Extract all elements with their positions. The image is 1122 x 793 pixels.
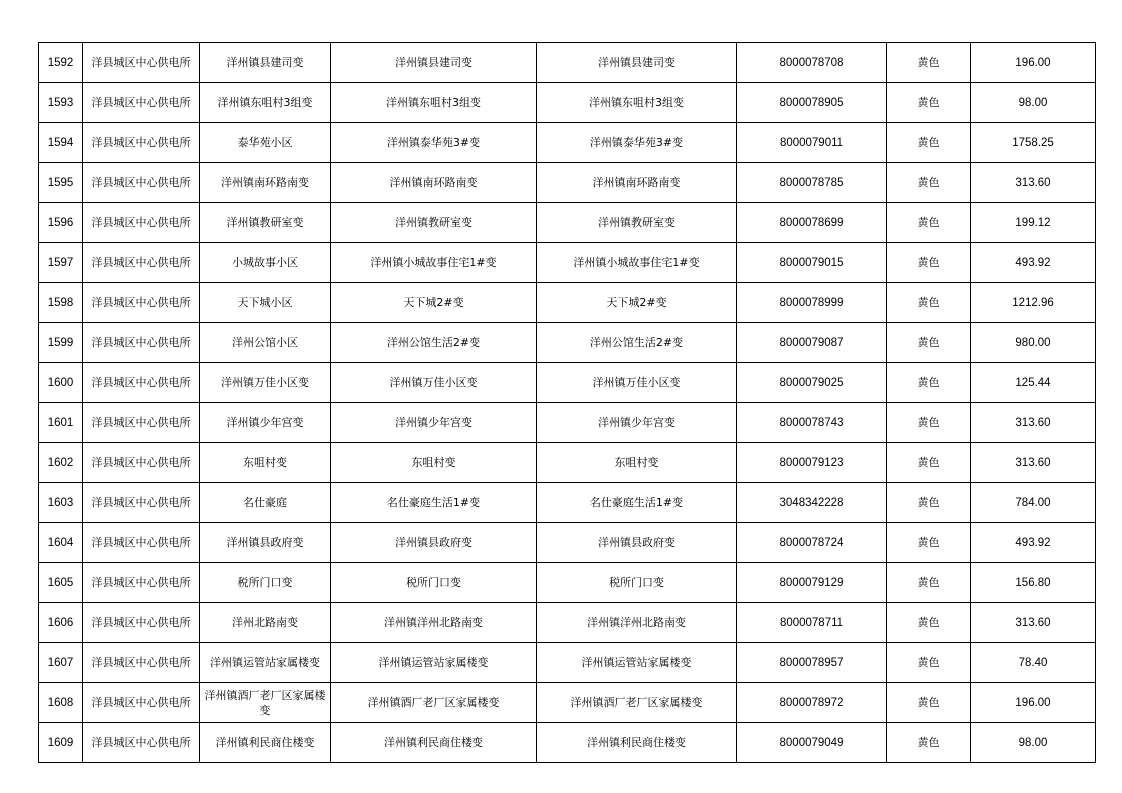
cell-color: 黄色 [887,483,971,523]
cell-unit: 洋县城区中心供电所 [83,443,200,483]
cell-color: 黄色 [887,443,971,483]
cell-area: 洋州镇少年宫变 [200,403,331,443]
cell-code: 8000078785 [737,163,887,203]
cell-code: 8000078711 [737,603,887,643]
cell-area: 名仕豪庭 [200,483,331,523]
table-row [39,563,1096,603]
cell-station: 洋州镇运管站家属楼变 [331,643,537,683]
cell-station: 洋州镇县政府变 [331,523,537,563]
cell-area: 洋州北路南变 [200,603,331,643]
cell-unit: 洋县城区中心供电所 [83,203,200,243]
cell-seq: 1609 [39,723,83,763]
cell-code: 8000078708 [737,43,887,83]
cell-transformer: 洋州镇县建司变 [537,43,737,83]
cell-color: 黄色 [887,43,971,83]
cell-transformer: 洋州镇少年宫变 [537,403,737,443]
cell-code: 8000079049 [737,723,887,763]
cell-seq: 1603 [39,483,83,523]
cell-area: 小城故事小区 [200,243,331,283]
cell-unit: 洋县城区中心供电所 [83,283,200,323]
cell-seq: 1602 [39,443,83,483]
cell-code: 8000079087 [737,323,887,363]
table-body [39,43,1096,763]
cell-station: 东咀村变 [331,443,537,483]
cell-value: 313.60 [971,163,1096,203]
cell-unit: 洋县城区中心供电所 [83,363,200,403]
cell-value: 196.00 [971,683,1096,723]
cell-value: 493.92 [971,523,1096,563]
cell-seq: 1600 [39,363,83,403]
cell-area: 洋州镇教研室变 [200,203,331,243]
table-row [39,123,1096,163]
cell-transformer: 洋州镇县政府变 [537,523,737,563]
cell-station: 洋州镇南环路南变 [331,163,537,203]
table-row [39,643,1096,683]
cell-area: 洋州镇酒厂老厂区家属楼变 [200,683,331,723]
cell-color: 黄色 [887,83,971,123]
table-row [39,443,1096,483]
cell-unit: 洋县城区中心供电所 [83,323,200,363]
cell-transformer: 东咀村变 [537,443,737,483]
cell-station: 天下城2#变 [331,283,537,323]
cell-transformer: 洋州镇南环路南变 [537,163,737,203]
cell-value: 78.40 [971,643,1096,683]
table-row [39,203,1096,243]
cell-area: 洋州镇东咀村3组变 [200,83,331,123]
cell-value: 1758.25 [971,123,1096,163]
cell-color: 黄色 [887,523,971,563]
cell-code: 8000078905 [737,83,887,123]
cell-transformer: 洋州镇万佳小区变 [537,363,737,403]
cell-transformer: 洋州镇东咀村3组变 [537,83,737,123]
cell-unit: 洋县城区中心供电所 [83,523,200,563]
table-row [39,483,1096,523]
cell-value: 156.80 [971,563,1096,603]
cell-value: 98.00 [971,83,1096,123]
cell-area: 洋州镇运管站家属楼变 [200,643,331,683]
table-row [39,403,1096,443]
cell-seq: 1601 [39,403,83,443]
cell-area: 洋州镇南环路南变 [200,163,331,203]
cell-area: 洋州镇县建司变 [200,43,331,83]
cell-seq: 1597 [39,243,83,283]
cell-unit: 洋县城区中心供电所 [83,163,200,203]
table-row [39,363,1096,403]
table-row [39,163,1096,203]
cell-seq: 1608 [39,683,83,723]
cell-seq: 1593 [39,83,83,123]
cell-code: 8000079123 [737,443,887,483]
cell-code: 8000078724 [737,523,887,563]
cell-unit: 洋县城区中心供电所 [83,43,200,83]
cell-value: 125.44 [971,363,1096,403]
cell-value: 784.00 [971,483,1096,523]
cell-color: 黄色 [887,563,971,603]
cell-unit: 洋县城区中心供电所 [83,603,200,643]
cell-seq: 1592 [39,43,83,83]
cell-color: 黄色 [887,683,971,723]
cell-station: 洋州公馆生活2#变 [331,323,537,363]
table-row [39,283,1096,323]
cell-station: 洋州镇酒厂老厂区家属楼变 [331,683,537,723]
cell-station: 税所门口变 [331,563,537,603]
cell-code: 8000079011 [737,123,887,163]
cell-color: 黄色 [887,283,971,323]
cell-transformer: 洋州镇小城故事住宅1#变 [537,243,737,283]
cell-value: 199.12 [971,203,1096,243]
cell-station: 洋州镇少年宫变 [331,403,537,443]
table-row [39,243,1096,283]
cell-value: 313.60 [971,403,1096,443]
cell-color: 黄色 [887,403,971,443]
cell-unit: 洋县城区中心供电所 [83,243,200,283]
cell-station: 洋州镇洋州北路南变 [331,603,537,643]
cell-color: 黄色 [887,323,971,363]
cell-code: 8000078999 [737,283,887,323]
cell-area: 税所门口变 [200,563,331,603]
cell-seq: 1595 [39,163,83,203]
cell-unit: 洋县城区中心供电所 [83,723,200,763]
cell-unit: 洋县城区中心供电所 [83,683,200,723]
cell-area: 天下城小区 [200,283,331,323]
cell-code: 8000079015 [737,243,887,283]
cell-transformer: 洋州镇酒厂老厂区家属楼变 [537,683,737,723]
cell-value: 98.00 [971,723,1096,763]
cell-value: 313.60 [971,443,1096,483]
cell-seq: 1596 [39,203,83,243]
cell-color: 黄色 [887,723,971,763]
cell-unit: 洋县城区中心供电所 [83,403,200,443]
cell-transformer: 洋州公馆生活2#变 [537,323,737,363]
table-row [39,83,1096,123]
cell-area: 东咀村变 [200,443,331,483]
cell-color: 黄色 [887,603,971,643]
cell-value: 980.00 [971,323,1096,363]
cell-value: 196.00 [971,43,1096,83]
cell-color: 黄色 [887,243,971,283]
cell-code: 8000078699 [737,203,887,243]
cell-code: 8000079129 [737,563,887,603]
cell-station: 洋州镇县建司变 [331,43,537,83]
cell-area: 洋州镇利民商住楼变 [200,723,331,763]
table-row [39,323,1096,363]
table-row [39,723,1096,763]
cell-color: 黄色 [887,203,971,243]
cell-seq: 1599 [39,323,83,363]
cell-color: 黄色 [887,643,971,683]
cell-unit: 洋县城区中心供电所 [83,563,200,603]
cell-unit: 洋县城区中心供电所 [83,83,200,123]
cell-code: 3048342228 [737,483,887,523]
cell-unit: 洋县城区中心供电所 [83,483,200,523]
cell-value: 493.92 [971,243,1096,283]
cell-seq: 1607 [39,643,83,683]
cell-transformer: 名仕豪庭生活1#变 [537,483,737,523]
cell-transformer: 税所门口变 [537,563,737,603]
cell-transformer: 天下城2#变 [537,283,737,323]
cell-transformer: 洋州镇运管站家属楼变 [537,643,737,683]
cell-transformer: 洋州镇教研室变 [537,203,737,243]
cell-area: 洋州公馆小区 [200,323,331,363]
cell-area: 泰华苑小区 [200,123,331,163]
table-row [39,603,1096,643]
cell-station: 洋州镇泰华苑3#变 [331,123,537,163]
power-supply-table [38,42,1096,763]
cell-seq: 1606 [39,603,83,643]
cell-station: 洋州镇利民商住楼变 [331,723,537,763]
cell-color: 黄色 [887,363,971,403]
table-row [39,43,1096,83]
table-row [39,683,1096,723]
cell-station: 名仕豪庭生活1#变 [331,483,537,523]
cell-transformer: 洋州镇泰华苑3#变 [537,123,737,163]
cell-value: 1212.96 [971,283,1096,323]
cell-station: 洋州镇教研室变 [331,203,537,243]
cell-color: 黄色 [887,123,971,163]
cell-seq: 1604 [39,523,83,563]
cell-unit: 洋县城区中心供电所 [83,643,200,683]
cell-seq: 1594 [39,123,83,163]
cell-transformer: 洋州镇洋州北路南变 [537,603,737,643]
cell-color: 黄色 [887,163,971,203]
cell-area: 洋州镇县政府变 [200,523,331,563]
cell-seq: 1605 [39,563,83,603]
cell-area: 洋州镇万佳小区变 [200,363,331,403]
cell-unit: 洋县城区中心供电所 [83,123,200,163]
cell-station: 洋州镇小城故事住宅1#变 [331,243,537,283]
cell-station: 洋州镇东咀村3组变 [331,83,537,123]
cell-code: 8000078957 [737,643,887,683]
cell-code: 8000078743 [737,403,887,443]
cell-seq: 1598 [39,283,83,323]
cell-value: 313.60 [971,603,1096,643]
cell-station: 洋州镇万佳小区变 [331,363,537,403]
table-row [39,523,1096,563]
cell-code: 8000079025 [737,363,887,403]
data-table-page [38,42,1096,763]
cell-code: 8000078972 [737,683,887,723]
cell-transformer: 洋州镇利民商住楼变 [537,723,737,763]
